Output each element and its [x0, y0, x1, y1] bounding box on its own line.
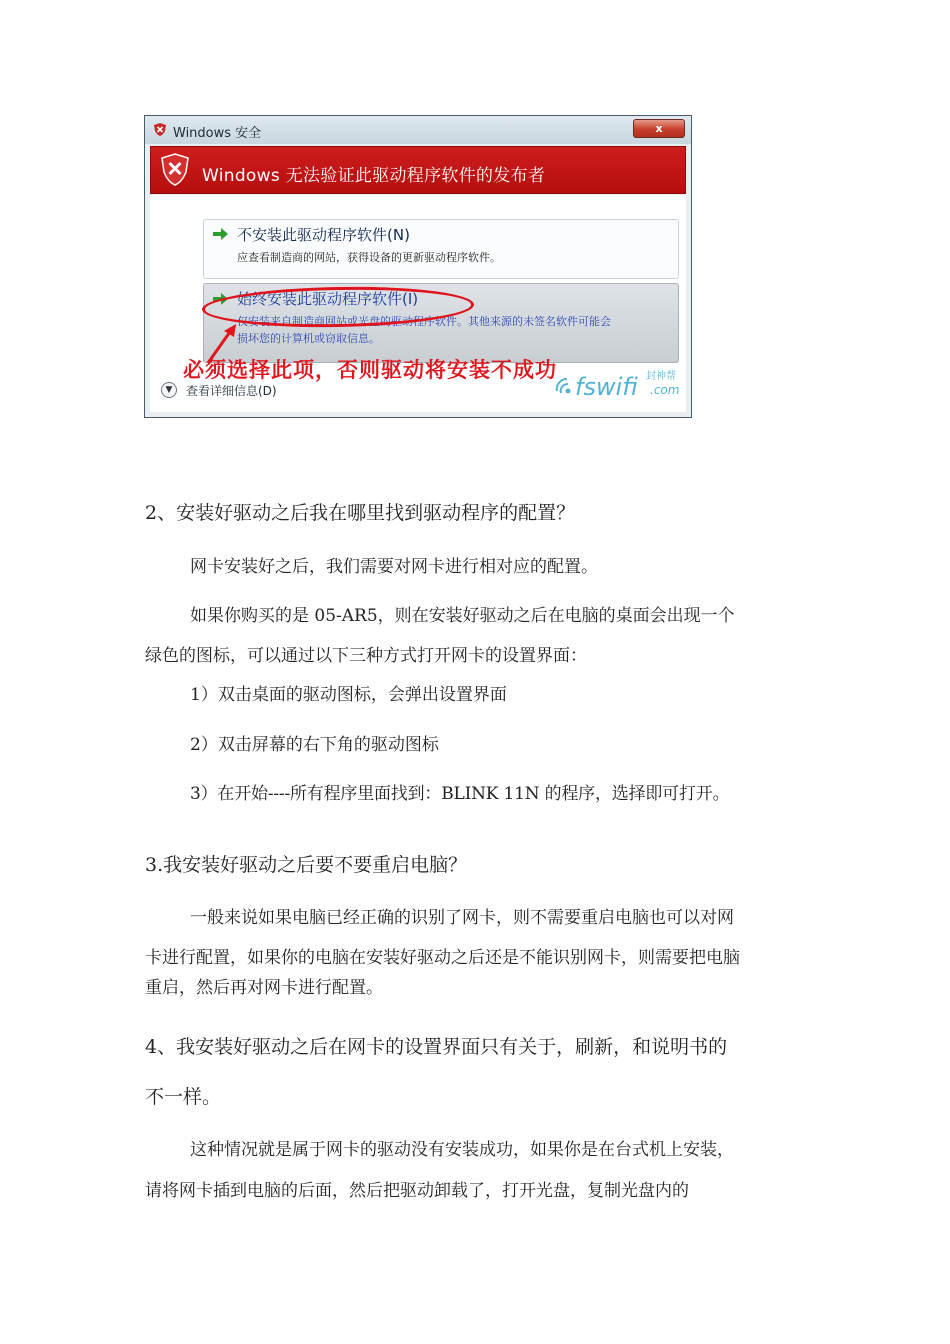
option-title: 不安装此驱动程序软件(N) [237, 226, 410, 244]
option-title: 始终安装此驱动程序软件(I) [237, 290, 419, 308]
q2-heading: 2、安装好驱动之后我在哪里找到驱动程序的配置？ [145, 502, 576, 524]
q3-heading: 3.我安装好驱动之后要不要重启电脑？ [145, 854, 468, 876]
annotation-text: 必须选择此项，否则驱动将安装不成功 [183, 358, 557, 382]
option-description-line1: 仅安装来自制造商网站或光盘的驱动程序软件。其他来源的未签名软件可能会 [237, 315, 611, 328]
q2-list-item-3: 3）在开始----所有程序里面找到：BLINK 11N 的程序，选择即可打开。 [190, 784, 730, 804]
security-shield-icon [154, 123, 166, 136]
warning-banner-text: Windows 无法验证此驱动程序软件的发布者 [202, 166, 546, 186]
q2-list-item-2: 2）双击屏幕的右下角的驱动图标 [190, 735, 439, 755]
dialog-title: Windows 安全 [173, 126, 262, 141]
green-arrow-icon [213, 228, 228, 240]
warning-shield-icon [161, 153, 189, 186]
q2-paragraph-1: 网卡安装好之后，我们需要对网卡进行相对应的配置。 [190, 557, 598, 577]
q4-paragraph-line-2: 请将网卡插到电脑的后面，然后把驱动卸载了，打开光盘，复制光盘内的 [145, 1181, 689, 1201]
watermark-domain: .com [650, 383, 680, 397]
q3-paragraph-line-2: 卡进行配置，如果你的电脑在安装好驱动之后还是不能识别网卡，则需要把电脑 [145, 948, 740, 968]
q3-paragraph-line-1: 一般来说如果电脑已经正确的识别了网卡，则不需要重启电脑也可以对网 [190, 908, 734, 928]
q4-heading-line-1: 4、我安装好驱动之后在网卡的设置界面只有关于，刷新，和说明书的 [145, 1036, 728, 1058]
option-do-not-install[interactable] [203, 219, 679, 279]
warning-banner [150, 146, 686, 194]
dialog-content [150, 195, 686, 412]
q4-paragraph-line-1: 这种情况就是属于网卡的驱动没有安装成功，如果你是在台式机上安装， [190, 1140, 734, 1160]
watermark-text: fswifi [575, 373, 638, 401]
details-link[interactable]: 查看详细信息(D) [186, 384, 277, 398]
close-button[interactable]: x [633, 119, 685, 138]
q3-paragraph-line-3: 重启，然后再对网卡进行配置。 [145, 978, 383, 998]
option-description-line2: 损坏您的计算机或窃取信息。 [237, 332, 380, 345]
q2-list-item-1: 1）双击桌面的驱动图标，会弹出设置界面 [190, 685, 507, 705]
q4-heading-line-2: 不一样。 [145, 1086, 222, 1108]
security-dialog-screenshot [144, 115, 692, 418]
q2-paragraph-2-line-1: 如果你购买的是 05-AR5，则在安装好驱动之后在电脑的桌面会出现一个 [190, 606, 735, 626]
q2-paragraph-2-line-2: 绿色的图标，可以通过以下三种方式打开网卡的设置界面： [145, 646, 587, 666]
dialog-titlebar [145, 116, 691, 144]
chevron-down-icon[interactable]: ▼ [161, 382, 177, 398]
wifi-logo-icon [553, 373, 577, 397]
watermark-subtext: 封神帮 [646, 371, 676, 382]
option-description: 应查看制造商的网站，获得设备的更新驱动程序软件。 [237, 251, 501, 264]
